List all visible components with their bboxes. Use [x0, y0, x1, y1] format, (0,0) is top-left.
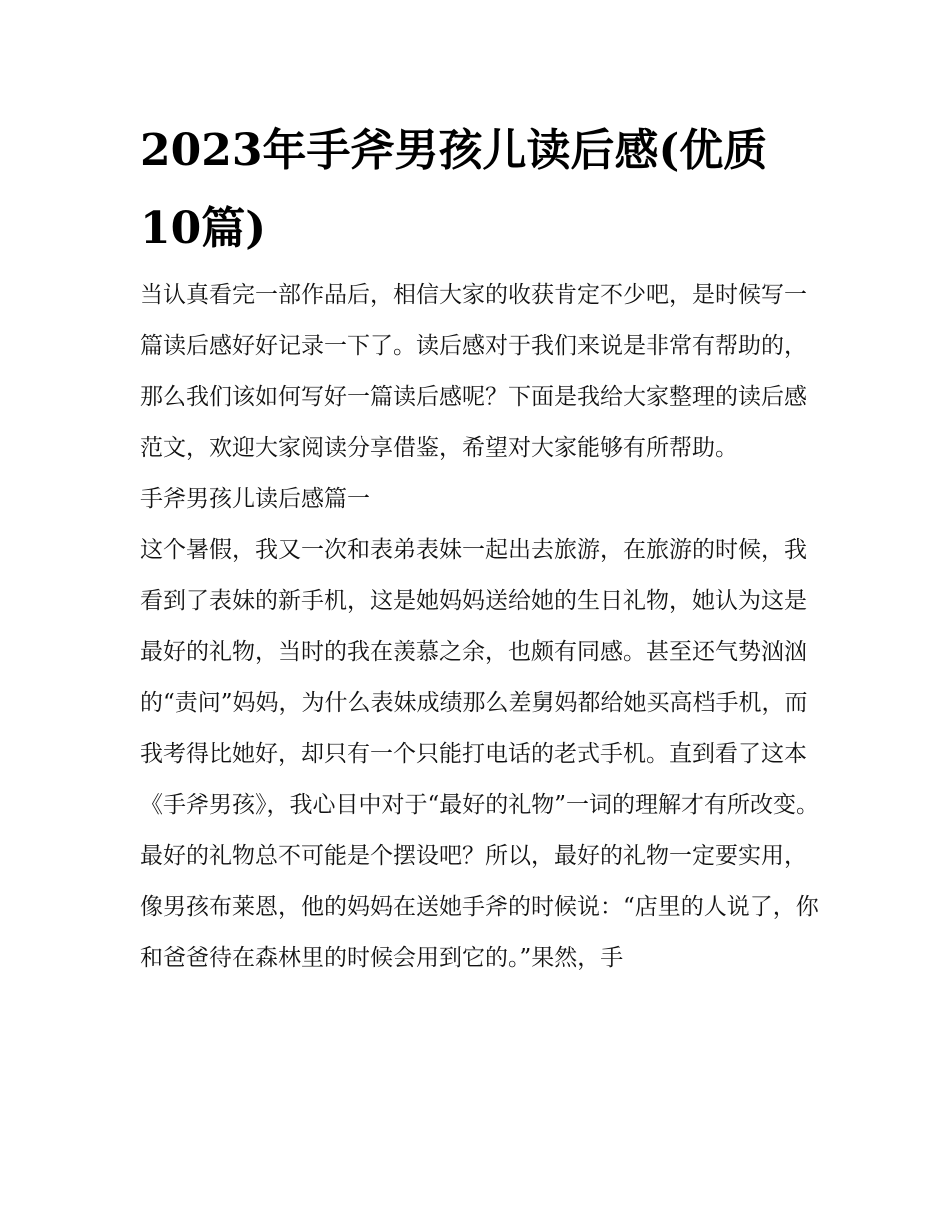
intro-paragraph: 当认真看完一部作品后，相信大家的收获肯定不少吧，是时候写一篇读后感好好记录一下了。读后感对于我们来说是非常有帮助的，那么我们该如何写好一篇读后感呢？下面是我给大家整理的读后感范文，欢迎大家阅读分享借鉴，希望对大家能够有所帮助。: [140, 282, 807, 461]
section-heading: 手斧男孩儿读后感篇一: [140, 486, 370, 512]
body-paragraph: 最好的礼物总不可能是个摆设吧？所以，最好的礼物一定要实用，像男孩布莱恩，他的妈妈在送她手斧的时候说：“店里的人说了，你和爸爸待在森林里的时候会用到它的。”果然，手: [140, 843, 819, 971]
document-title: 2023年手斧男孩儿读后感(优质10篇): [140, 125, 768, 254]
body-paragraph: 这个暑假，我又一次和表弟表妹一起出去旅游，在旅游的时候，我看到了表妹的新手机，这是她妈妈送给她的生日礼物，她认为这是最好的礼物，当时的我在羡慕之余，也颇有同感。甚至还气势汹汹的“责问”妈妈，为什么表妹成绩那么差舅妈都给她买高档手机，而我考得比她好，却只有一个只能打电话的老式手机。直到看了这本《手斧男孩》，我心目中对于“最好的礼物”一词的理解才有所改变。: [140, 537, 820, 818]
document-content: [140, 112, 820, 984]
